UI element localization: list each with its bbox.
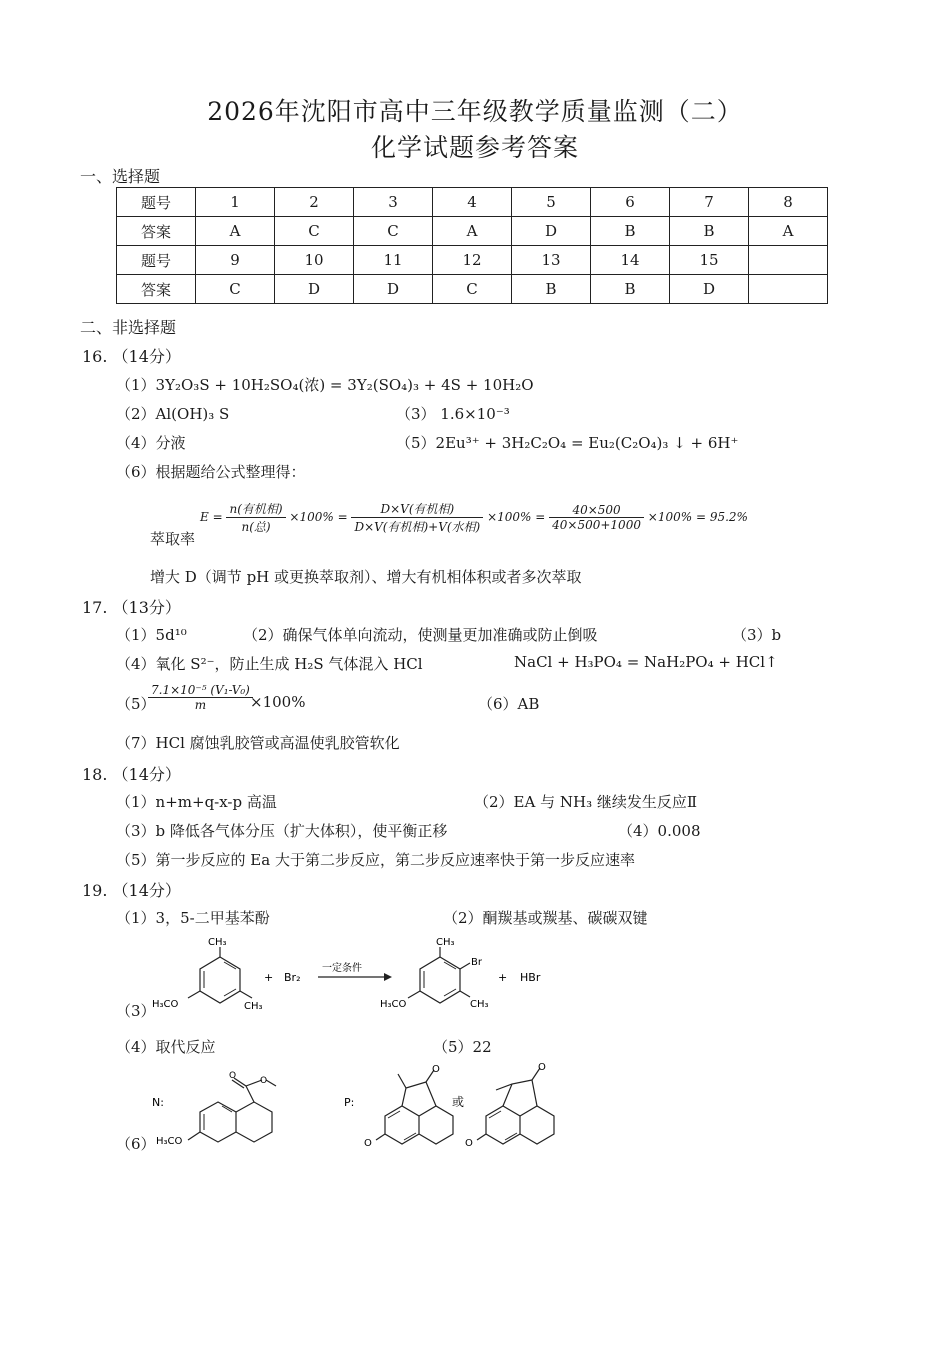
- benzene-ring-icon: [420, 957, 460, 1003]
- q18-part1: （1）n+m+q-x-p 高温: [116, 793, 277, 811]
- table-cell: 1: [196, 188, 275, 217]
- table-cell: 11: [354, 246, 433, 275]
- table-cell: C: [196, 275, 275, 304]
- cyclopentanone-ring-icon: [402, 1082, 436, 1106]
- q16-part1: （1）3Y₂O₃S + 10H₂SO₄(浓) = 3Y₂(SO₄)₃ + 4S + 10H₂O: [116, 376, 534, 394]
- q17-part2: （2）确保气体单向流动，使测量更加准确或防止倒吸: [243, 626, 598, 644]
- reaction-scheme: [140, 935, 580, 1025]
- cyclohexane-ring-icon: [236, 1102, 272, 1142]
- fraction: [351, 500, 483, 535]
- table-row: [117, 217, 828, 246]
- table-header-cell: 答案: [117, 217, 196, 246]
- table-cell: 3: [354, 188, 433, 217]
- fraction-denominator: 40×500+1000: [552, 518, 641, 532]
- product-ch3-right: CH₃: [470, 999, 489, 1010]
- q16-heading: 16. （14分）: [82, 347, 181, 366]
- page-title: 2026年沈阳市高中三年级教学质量监测（二）: [207, 97, 743, 126]
- table-cell: 4: [433, 188, 512, 217]
- reactant-ch3-right: CH₃: [244, 1001, 263, 1012]
- fraction-numerator: D×V(有机相): [351, 500, 483, 518]
- structures-n-p: [140, 1060, 580, 1155]
- q17-part3: （3）b: [732, 626, 782, 644]
- table-header-cell: 题号: [117, 188, 196, 217]
- table-cell: 2: [275, 188, 354, 217]
- q17-part4-equation: NaCl + H₃PO₄ = NaH₂PO₄ + HCl↑: [514, 653, 778, 671]
- table-cell: 5: [512, 188, 591, 217]
- table-cell: 15: [670, 246, 749, 275]
- q18-part4: （4）0.008: [618, 822, 701, 840]
- formula-times: ×100% =: [289, 510, 348, 524]
- table-cell: C: [354, 217, 433, 246]
- structure-p-label: P:: [344, 1096, 355, 1109]
- formula-result: ×100% = 95.2%: [647, 510, 748, 524]
- extraction-rate-label: 萃取率: [150, 530, 196, 548]
- extraction-formula: [200, 500, 748, 535]
- fraction-denominator: D×V(有机相)+V(水相): [354, 520, 481, 534]
- table-row: [117, 246, 828, 275]
- fraction-numerator: 40×500: [549, 503, 644, 518]
- structure-n-label: N:: [152, 1096, 164, 1109]
- table-cell: [749, 275, 828, 304]
- fraction-numerator: 7.1×10⁻⁵ (V₁-V₀): [148, 683, 253, 698]
- table-cell: [749, 246, 828, 275]
- product-ch3-top: CH₃: [436, 937, 455, 948]
- table-cell: 12: [433, 246, 512, 275]
- product-h3co: H₃CO: [380, 999, 407, 1010]
- q16-part3: （3） 1.6×10⁻³: [396, 405, 510, 423]
- table-cell: D: [670, 275, 749, 304]
- table-cell: 6: [591, 188, 670, 217]
- section-heading-nonchoice: 二、非选择题: [80, 318, 177, 337]
- table-row: [117, 188, 828, 217]
- table-header-cell: 题号: [117, 246, 196, 275]
- table-row: [117, 275, 828, 304]
- fraction-numerator: n(有机相): [226, 500, 285, 518]
- table-cell: D: [512, 217, 591, 246]
- table-cell: 10: [275, 246, 354, 275]
- plus-sign: +: [498, 971, 508, 984]
- oxygen-atom: O: [432, 1064, 440, 1075]
- q17-part5-tail: ×100%: [250, 693, 306, 711]
- table-cell: B: [512, 275, 591, 304]
- ring-icon: [486, 1106, 520, 1144]
- table-cell: C: [433, 275, 512, 304]
- reaction-condition: 一定条件: [322, 963, 362, 974]
- q16-part6: （6）根据题给公式整理得：: [116, 463, 306, 481]
- oxygen-atom: O: [465, 1138, 473, 1149]
- formula-times: ×100% =: [487, 510, 546, 524]
- table-header-cell: 答案: [117, 275, 196, 304]
- q17-part1: （1）5d¹⁰: [116, 626, 187, 644]
- oxygen-atom: O: [229, 1071, 237, 1081]
- q19-part2: （2）酮羰基或羰基、碳碳双键: [443, 909, 648, 927]
- table-cell: B: [670, 217, 749, 246]
- table-cell: A: [196, 217, 275, 246]
- q17-part5-label: （5）: [116, 695, 156, 713]
- product-br: Br: [471, 957, 482, 968]
- table-cell: D: [354, 275, 433, 304]
- q19-part1: （1）3，5-二甲基苯酚: [116, 909, 270, 927]
- oxygen-atom: O: [364, 1138, 372, 1149]
- fraction-denominator: m: [194, 698, 207, 712]
- table-cell: 8: [749, 188, 828, 217]
- q17-part6: （6）AB: [478, 695, 540, 713]
- fraction: [226, 500, 285, 535]
- table-cell: 13: [512, 246, 591, 275]
- page-subtitle: 化学试题参考答案: [370, 133, 579, 162]
- fraction-denominator: n(总): [241, 520, 271, 534]
- q19-heading: 19. （14分）: [82, 881, 181, 900]
- ring-icon: [385, 1106, 419, 1144]
- table-cell: 9: [196, 246, 275, 275]
- q17-part5-fraction: [148, 683, 253, 712]
- oxygen-atom: O: [538, 1062, 546, 1073]
- arrow-head-icon: [384, 973, 392, 981]
- q16-part2: （2）Al(OH)₃ S: [116, 405, 230, 423]
- table-cell: A: [433, 217, 512, 246]
- reactant-h3co: H₃CO: [152, 999, 179, 1010]
- q18-part5: （5）第一步反应的 Ea 大于第二步反应，第二步反应速率快于第一步反应速率: [116, 851, 635, 869]
- q18-part3: （3）b 降低各气体分压（扩大体积），使平衡正移: [116, 822, 448, 840]
- q18-heading: 18. （14分）: [82, 765, 181, 784]
- benzene-ring-icon: [200, 957, 240, 1003]
- reagent-br2: Br₂: [284, 971, 301, 984]
- table-cell: 14: [591, 246, 670, 275]
- byproduct-hbr: HBr: [520, 971, 541, 984]
- q16-part6-note: 增大 D（调节 pH 或更换萃取剂）、增大有机相体积或者多次萃取: [150, 568, 582, 586]
- table-cell: C: [275, 217, 354, 246]
- or-text: 或: [452, 1095, 465, 1109]
- section-heading-choice: 一、选择题: [80, 167, 161, 186]
- table-cell: B: [591, 217, 670, 246]
- q19-part3-label: （3）: [116, 1002, 156, 1020]
- q17-part4: （4）氧化 S²⁻，防止生成 H₂S 气体混入 HCl: [116, 655, 423, 673]
- q16-part5: （5）2Eu³⁺ + 3H₂C₂O₄ = Eu₂(C₂O₄)₃ ↓ + 6H⁺: [396, 434, 739, 452]
- q19-part5: （5）22: [433, 1038, 492, 1056]
- answer-table: [116, 187, 828, 304]
- q19-part6-label: （6）: [116, 1135, 156, 1153]
- fraction: [148, 683, 253, 712]
- q17-part7: （7）HCl 腐蚀乳胶管或高温使乳胶管软化: [116, 734, 400, 752]
- table-cell: A: [749, 217, 828, 246]
- reactant-ch3-top: CH₃: [208, 937, 227, 948]
- table-cell: 7: [670, 188, 749, 217]
- q19-part4: （4）取代反应: [116, 1038, 216, 1056]
- table-cell: D: [275, 275, 354, 304]
- structure-n-h3co: H₃CO: [156, 1136, 183, 1147]
- oxygen-atom: O: [260, 1076, 268, 1086]
- q16-part4: （4）分液: [116, 434, 186, 452]
- table-cell: B: [591, 275, 670, 304]
- fraction: [549, 503, 644, 532]
- q17-heading: 17. （13分）: [82, 598, 181, 617]
- benzene-ring-icon: [200, 1102, 236, 1142]
- q18-part2: （2）EA 与 NH₃ 继续发生反应Ⅱ: [474, 793, 698, 811]
- plus-sign: +: [264, 971, 274, 984]
- formula-e: E =: [200, 510, 223, 524]
